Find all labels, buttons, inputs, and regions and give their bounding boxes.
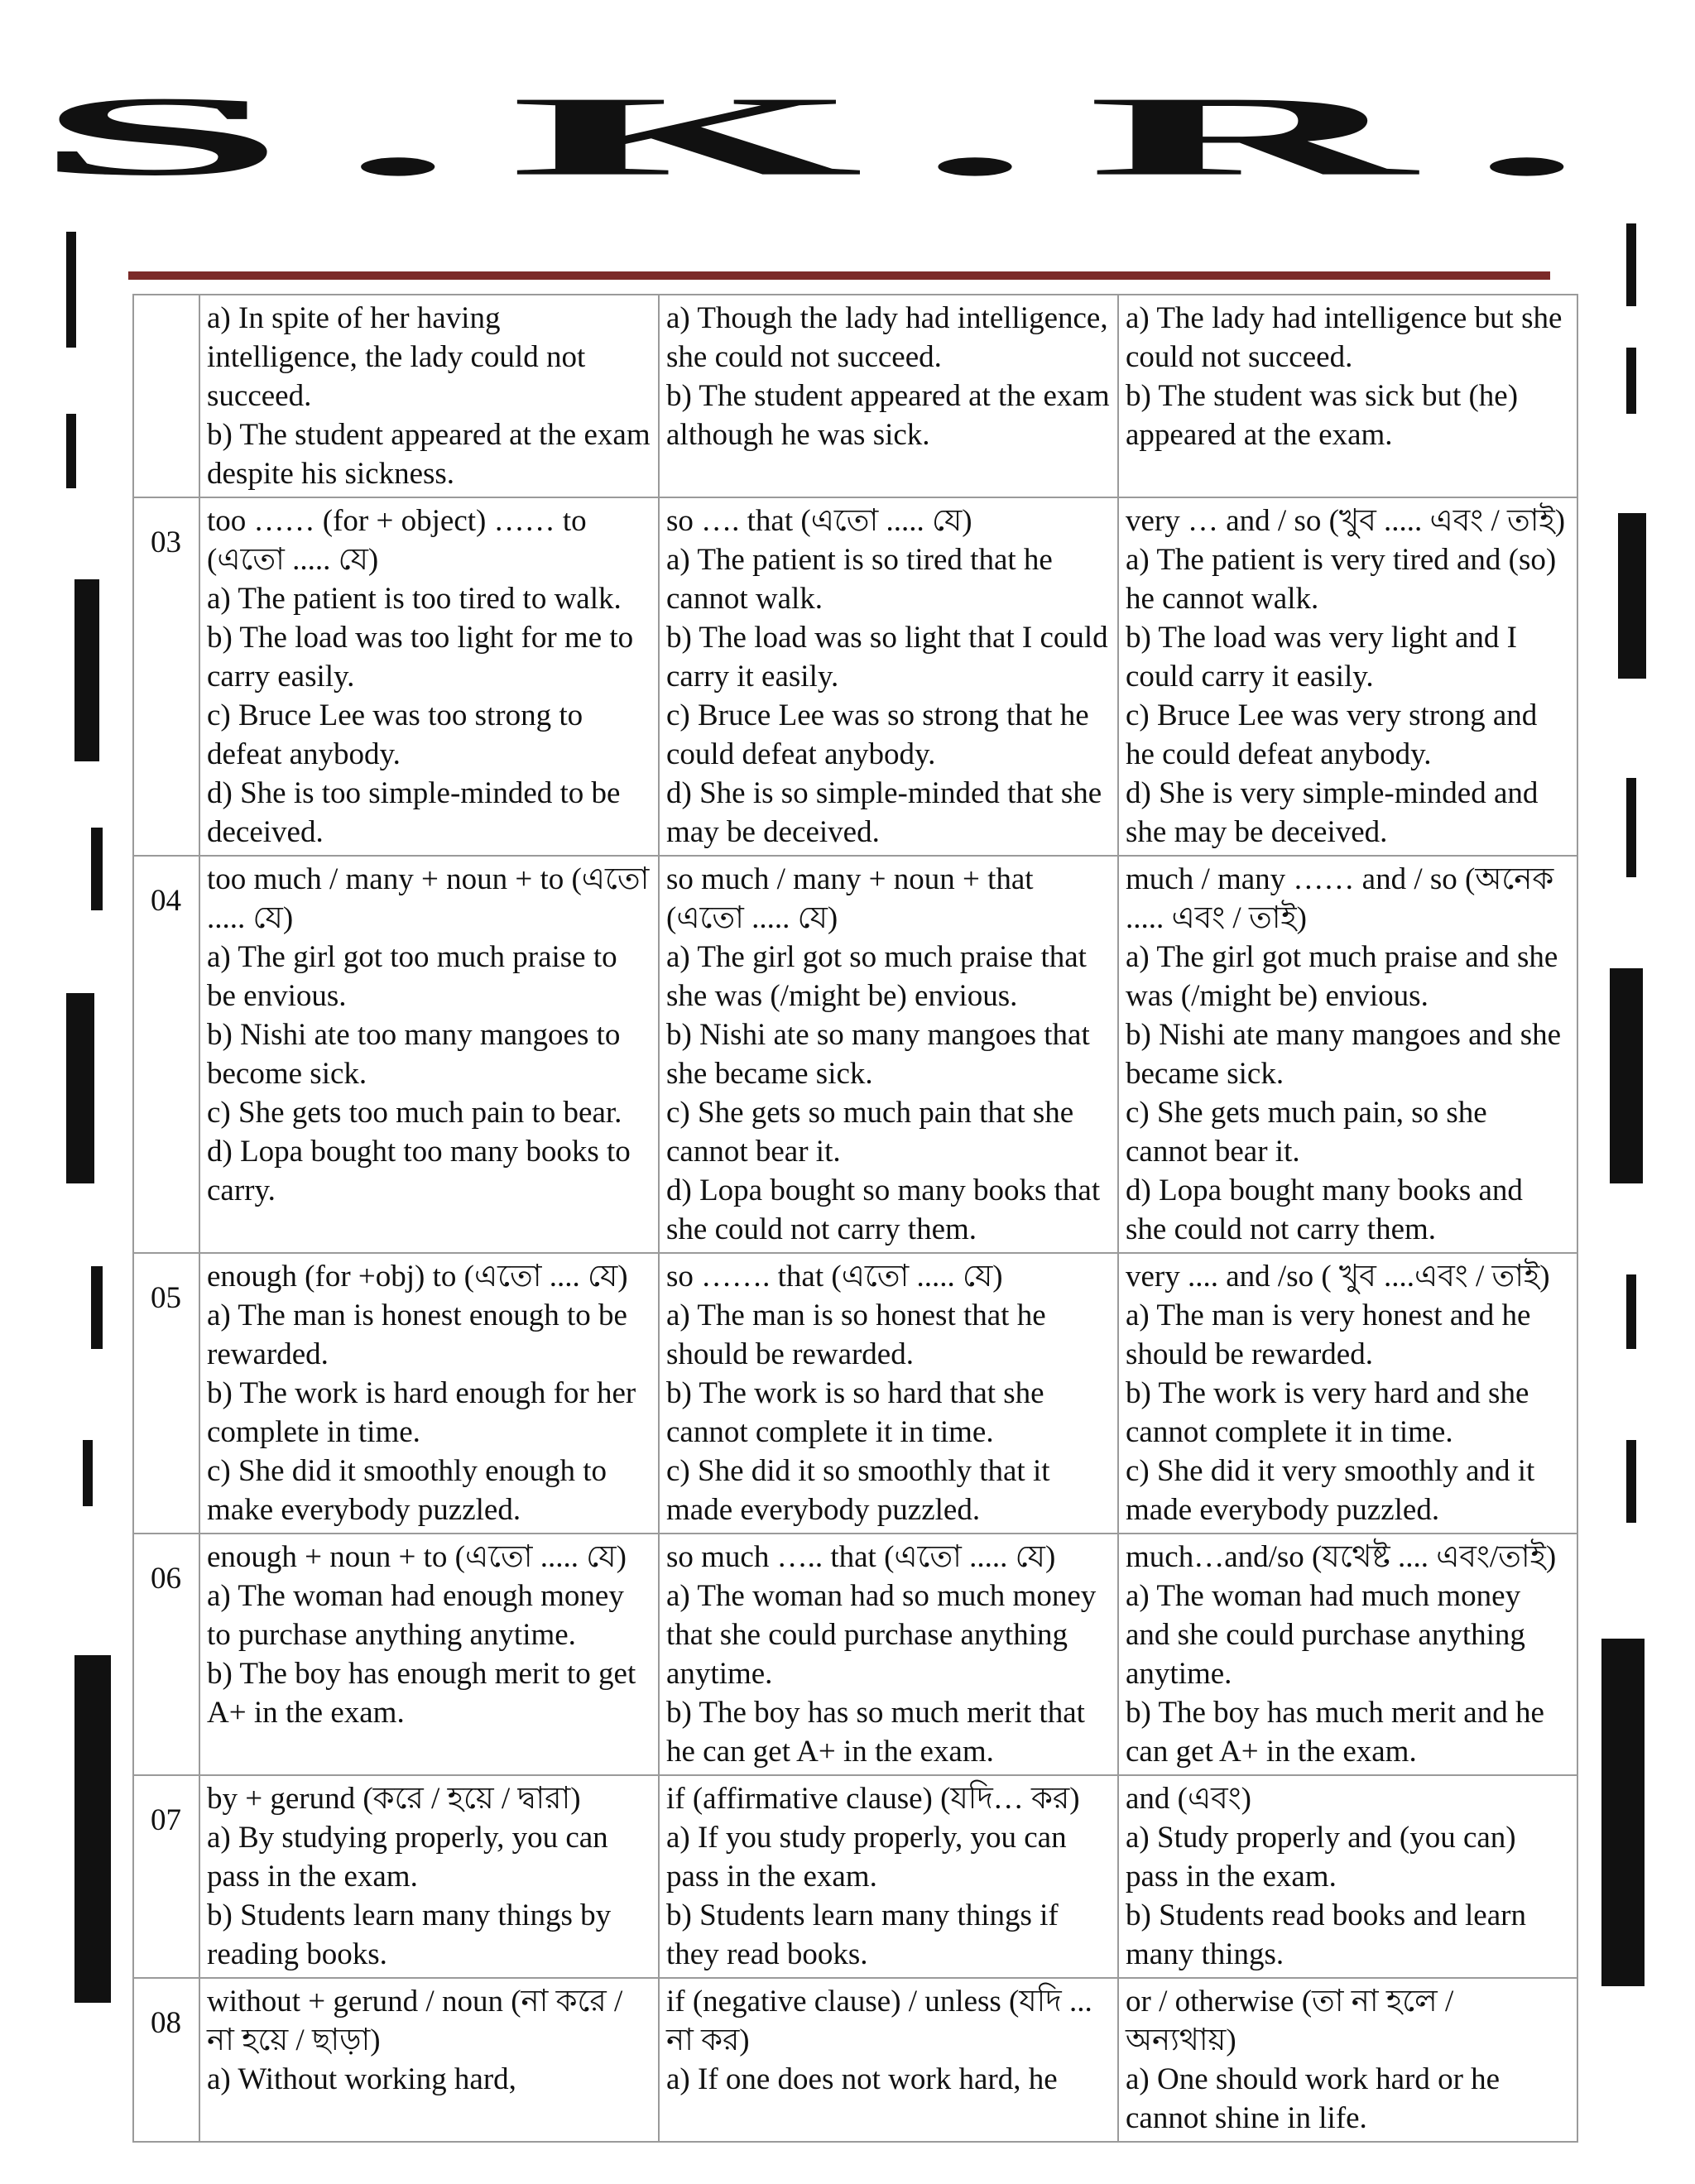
example-sentence: c) Bruce Lee was very strong and he could defeat anybody. <box>1126 698 1538 771</box>
structure-heading: much…and/so (যথেষ্ট .... এবং/তাই) <box>1126 1540 1557 1574</box>
example-sentence: a) The girl got so much praise that she was (/might be) envious. <box>666 940 1087 1013</box>
table-row <box>133 1534 1577 1775</box>
row-number <box>133 295 199 497</box>
structure-heading: too …… (for + object) …… to (এতো ..... যে) <box>207 504 587 577</box>
example-sentence: d) Lopa bought many books and she could not carry them. <box>1126 1174 1523 1246</box>
example-sentence: c) She gets too much pain to bear. <box>207 1096 622 1130</box>
example-sentence: d) Lopa bought too many books to carry. <box>207 1135 631 1207</box>
example-sentence: c) She did it so smoothly that it made everybody puzzled. <box>666 1454 1050 1527</box>
example-sentence: a) The man is so honest that he should be rewarded. <box>666 1298 1046 1371</box>
example-sentence: c) Bruce Lee was too strong to defeat anybody. <box>207 698 583 771</box>
structure-heading: and (এবং) <box>1126 1782 1251 1816</box>
table-cell <box>199 1253 659 1534</box>
table-cell <box>199 295 659 497</box>
table-cell <box>659 856 1118 1253</box>
example-sentence: a) By studying properly, you can pass in the exam. <box>207 1821 608 1894</box>
table-cell <box>1118 1775 1577 1978</box>
table-row <box>133 1253 1577 1534</box>
example-sentence: b) The load was too light for me to carry easily. <box>207 621 634 694</box>
example-sentence: a) The patient is very tired and (so) he cannot walk. <box>1126 543 1557 616</box>
row-number: 03 <box>133 497 199 856</box>
row-number: 05 <box>133 1253 199 1534</box>
row-number: 08 <box>133 1978 199 2142</box>
table-cell <box>1118 1534 1577 1775</box>
example-sentence: a) If you study properly, you can pass in the exam. <box>666 1821 1067 1894</box>
example-sentence: b) Students learn many things if they read books. <box>666 1898 1059 1971</box>
structure-heading: by + gerund (করে / হয়ে / দ্বারা) <box>207 1782 581 1816</box>
example-sentence: b) The boy has much merit and he can get A+ in the exam. <box>1126 1696 1544 1769</box>
example-sentence: a) The lady had intelligence but she could not succeed. <box>1126 301 1563 374</box>
banner-title: S.K.R. <box>33 73 1639 199</box>
example-sentence: b) Students read books and learn many things. <box>1126 1898 1526 1971</box>
table-cell <box>1118 1253 1577 1534</box>
table-cell <box>199 1978 659 2142</box>
table-cell <box>1118 856 1577 1253</box>
example-sentence: a) Though the lady had intelligence, she could not succeed. <box>666 301 1108 374</box>
table-cell <box>199 856 659 1253</box>
example-sentence: a) The woman had much money and she could purchase anything anytime. <box>1126 1579 1525 1691</box>
table-cell <box>1118 295 1577 497</box>
example-sentence: a) If one does not work hard, he <box>666 2062 1058 2096</box>
example-sentence: b) The student was sick but (he) appeared at the exam. <box>1126 379 1519 452</box>
example-sentence: a) One should work hard or he cannot shine in life. <box>1126 2062 1501 2135</box>
example-sentence: b) Students learn many things by reading books. <box>207 1898 612 1971</box>
structure-heading: very .... and /so ( খুব ....এবং / তাই) <box>1126 1260 1550 1294</box>
example-sentence: b) The work is so hard that she cannot complete it in time. <box>666 1376 1044 1449</box>
table-cell <box>1118 497 1577 856</box>
example-sentence: c) She did it very smoothly and it made everybody puzzled. <box>1126 1454 1535 1527</box>
example-sentence: a) In spite of her having intelligence, the lady could not succeed. <box>207 301 586 413</box>
structure-heading: so much / many + noun + that (এতো ..... যে) <box>666 862 1034 935</box>
table-row <box>133 1978 1577 2142</box>
example-sentence: b) Nishi ate many mangoes and she became sick. <box>1126 1018 1562 1091</box>
example-sentence: b) The boy has so much merit that he can get A+ in the exam. <box>666 1696 1085 1769</box>
header-rule <box>128 271 1550 280</box>
table-cell <box>659 497 1118 856</box>
row-number: 06 <box>133 1534 199 1775</box>
example-sentence: a) The girl got too much praise to be envious. <box>207 940 617 1013</box>
table-row <box>133 1775 1577 1978</box>
example-sentence: a) The woman had enough money to purchase anything anytime. <box>207 1579 624 1652</box>
table-cell <box>659 295 1118 497</box>
example-sentence: d) Lopa bought so many books that she could not carry them. <box>666 1174 1101 1246</box>
example-sentence: a) The woman had so much money that she could purchase anything anytime. <box>666 1579 1097 1691</box>
structure-heading: enough (for +obj) to (এতো .... যে) <box>207 1260 628 1294</box>
structure-heading: so much ….. that (এতো ..... যে) <box>666 1540 1056 1574</box>
example-sentence: a) The man is very honest and he should be rewarded. <box>1126 1298 1531 1371</box>
example-sentence: b) The boy has enough merit to get A+ in the exam. <box>207 1657 636 1730</box>
example-sentence: a) Study properly and (you can) pass in the exam. <box>1126 1821 1516 1894</box>
right-side-decoration <box>1593 199 1676 2061</box>
example-sentence: d) She is so simple-minded that she may be deceived. <box>666 776 1102 849</box>
table-cell <box>199 497 659 856</box>
example-sentence: c) Bruce Lee was so strong that he could defeat anybody. <box>666 698 1089 771</box>
example-sentence: b) The work is very hard and she cannot complete it in time. <box>1126 1376 1529 1449</box>
example-sentence: a) The man is honest enough to be rewarded. <box>207 1298 627 1371</box>
banner <box>33 50 1639 223</box>
example-sentence: c) She gets so much pain that she cannot bear it. <box>666 1096 1074 1169</box>
example-sentence: a) The patient is too tired to walk. <box>207 582 622 616</box>
example-sentence: d) She is too simple-minded to be deceived. <box>207 776 621 849</box>
structure-heading: so ……. that (এতো ..... যে) <box>666 1260 1003 1294</box>
table-cell <box>199 1534 659 1775</box>
example-sentence: d) She is very simple-minded and she may be deceived. <box>1126 776 1539 849</box>
structure-heading: very … and / so (খুব ..... এবং / তাই) <box>1126 504 1566 538</box>
table-cell <box>659 1534 1118 1775</box>
structure-heading: enough + noun + to (এতো ..... যে) <box>207 1540 627 1574</box>
structure-heading: so …. that (এতো ..... যে) <box>666 504 972 538</box>
structure-heading: if (negative clause) / unless (যদি ... না কর) <box>666 1985 1092 2057</box>
example-sentence: c) She gets much pain, so she cannot bear it. <box>1126 1096 1487 1169</box>
structure-heading: much / many …… and / so (অনেক ..... এবং / তাই) <box>1126 862 1554 935</box>
structure-heading: too much / many + noun + to (এতো ..... যে) <box>207 862 650 935</box>
example-sentence: c) She did it smoothly enough to make everybody puzzled. <box>207 1454 607 1527</box>
left-side-decoration <box>33 199 116 2061</box>
table-row <box>133 497 1577 856</box>
table-row <box>133 856 1577 1253</box>
example-sentence: b) The work is hard enough for her complete in time. <box>207 1376 636 1449</box>
example-sentence: a) Without working hard, <box>207 2062 516 2096</box>
row-number: 04 <box>133 856 199 1253</box>
structure-heading: without + gerund / noun (না করে / না হয়ে / ছাড়া) <box>207 1985 623 2057</box>
example-sentence: b) The student appeared at the exam although he was sick. <box>666 379 1110 452</box>
table-cell <box>1118 1978 1577 2142</box>
table-cell <box>659 1253 1118 1534</box>
table-cell <box>659 1775 1118 1978</box>
example-sentence: a) The patient is so tired that he cannot walk. <box>666 543 1053 616</box>
table-cell <box>199 1775 659 1978</box>
structure-heading: or / otherwise (তা না হলে / অন্যথায়) <box>1126 1985 1454 2057</box>
structure-heading: if (affirmative clause) (যদি… কর) <box>666 1782 1080 1816</box>
row-number: 07 <box>133 1775 199 1978</box>
table-row <box>133 295 1577 497</box>
example-sentence: b) Nishi ate too many mangoes to become sick. <box>207 1018 621 1091</box>
transformation-table <box>132 294 1578 2143</box>
example-sentence: b) The load was very light and I could carry it easily. <box>1126 621 1517 694</box>
example-sentence: a) The girl got much praise and she was (/might be) envious. <box>1126 940 1558 1013</box>
example-sentence: b) The load was so light that I could carry it easily. <box>666 621 1108 694</box>
example-sentence: b) The student appeared at the exam despite his sickness. <box>207 418 651 491</box>
table-cell <box>659 1978 1118 2142</box>
example-sentence: b) Nishi ate so many mangoes that she became sick. <box>666 1018 1090 1091</box>
